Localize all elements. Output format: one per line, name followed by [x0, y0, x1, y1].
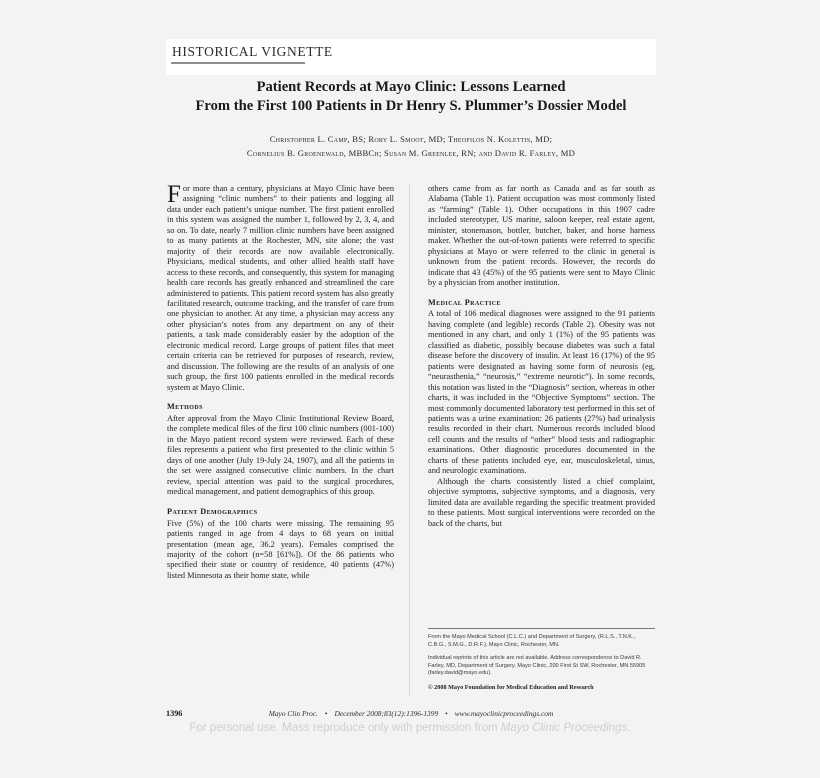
author-line-1: Christopher L. Camp, BS; Rory L. Smoot, MD; Theofilos N. Kolettis, MD;	[269, 134, 553, 144]
demographics-paragraph: Five (5%) of the 100 charts were missing. The remaining 95 patients ranged in age from 4 days to 68 years on initial presentation (mean age, 36.2 years). Females comprised the majority of the cohort (n=58 [61%]). Of the 86 patients who specified their state or country of residence, 40 patients (47%) listed Minnesota as their home state, while	[167, 518, 394, 580]
left-column	[167, 181, 394, 581]
article-type-label: HISTORICAL VIGNETTE	[172, 44, 333, 59]
watermark-text-after: .	[627, 722, 631, 734]
footnote-block	[428, 634, 655, 698]
section-heading-methods: Methods	[167, 402, 203, 412]
footer-citation	[166, 709, 656, 718]
right-column	[428, 184, 655, 529]
page-title	[166, 78, 656, 115]
footnote-affiliation: From the Mayo Medical School (C.L.C.) and Department of Surgery, (R.L.S., T.N.K., C.B.G., S.M.G., D.R.F.), Mayo Clinic, Rochester, MN.	[428, 634, 636, 648]
intro-paragraph-text: or more than a century, physicians at Mayo Clinic have been assigning “clinic numbers” to their patients and logging all data under each patient’s unique number. The first patient enrolled in this system was assigned the number 1, followed by 2, 3, 4, and so on. To date, nearly 7 million clinic numbers have been assigned to as many patients at the Rochester, MN, site alone; the vast majority of their records are now available electronically. Physicians, medical students, and other allied health staff have access to these records, and consequently, this system for managing health care records has greatly enhanced and streamlined the care administered to patients. This patient record system has also greatly facilitated research, outcome tracking, and the transfer of care from one physician to another. At any time, a physician may access any other physician’s notes from any department on any of their patients, a task made considerably easier by the adoption of the electronic medical record. Large groups of patient files that meet certain criteria can be retrieved for purposes of research, review, and discussion. The following are the results of an analysis of one such group, the first 100 patients enrolled in the medical records system at Mayo Clinic.	[167, 184, 394, 392]
author-line-2: Cornelius B. Groenewald, MBBCh; Susan M. Greenlee, RN; and David R. Farley, MD	[246, 147, 576, 158]
medical-practice-paragraph-1: A total of 106 medical diagnoses were assigned to the 91 patients having complete (and legible) records (Table 2). Obesity was not mentioned in any chart, and only 1 (1%) of the 95 patients was classified as diabetic, possibly because diabetes was such a fatal disease before the discovery of insulin. At least 16 (17%) of the 95 patients were designated as having some form of neurosis (eg, “neurasthenia,” “neurosis,” “extreme neurotic”). In some records, this notation was listed in the “Diagnosis” section, whereas in other charts, it was included in the “Objective Symptoms” section. The most commonly documented laboratory test performed in this set of patients was a urine examination: 26 patients (27%) had urinalysis results recorded in their chart. Numerous records included blood cell counts and the results of “other” blood tests and radiographic examinations. Other diagnostic procedures documented in the charts of these patients included eye, ear, musculoskeletal, sinus, and neurologic examinations.	[428, 309, 655, 476]
banner-underline-rule	[171, 62, 305, 64]
footer-separator-2: •	[445, 709, 448, 718]
watermark-text-before: For personal use. Mass reproduce only with permission from	[189, 722, 501, 734]
author-list	[166, 133, 656, 160]
intro-paragraph	[167, 181, 394, 393]
title-line-2: From the First 100 Patients in Dr Henry S. Plummer’s Dossier Model	[195, 97, 627, 114]
column-divider	[409, 184, 410, 696]
footnote-separator-rule	[428, 628, 655, 629]
usage-watermark	[0, 722, 820, 734]
footnote-copyright: © 2008 Mayo Foundation for Medical Education and Research	[428, 683, 594, 691]
footer-page-number: 1396	[166, 709, 183, 718]
section-heading-patient-demographics: Patient Demographics	[167, 506, 258, 516]
footer-separator-1: •	[324, 709, 328, 718]
methods-paragraph: After approval from the Mayo Clinic Institutional Review Board, the complete medical files of the first 100 clinic numbers (001-100) in the Mayo patient record system were reviewed. Each of these files represents a patient who first presented to the clinic within 5 days of one another (July 19-July 24, 1907), and all the patients in the set were assigned consecutive clinic numbers. In the chart review, special attention was paid to the surgical procedures, medical management, and patient demographics of this group.	[167, 414, 394, 497]
footer-website: www.mayoclinicproceedings.com	[454, 709, 554, 718]
watermark-journal-name: Mayo Clinic Proceedings	[500, 722, 628, 734]
drop-cap: F	[167, 181, 181, 208]
footer-journal-name: Mayo Clin Proc.	[268, 709, 318, 718]
section-heading-medical-practice: Medical Practice	[428, 297, 501, 307]
footer-issue: December 2008;83(12):1396-1399	[334, 709, 439, 718]
continuation-paragraph: others came from as far north as Canada and as far south as Alabama (Table 1). Patient occupation was most commonly listed as “farming” (Table 1). Other occupations in this 1907 cadre included stereotyper, US marine, saloon keeper, real estate agent, minister, stonemason, bottler, butcher, baker, and horse harness maker. Whether the out-of-town patients were referred to specific physicians at Mayo or were referred to the clinic in general is unknown from the patient records. However, the records do indicate that 43 (45%) of the 95 patients were sent to Mayo Clinic by a physician from another institution.	[428, 184, 655, 288]
title-line-1: Patient Records at Mayo Clinic: Lessons Learned	[256, 79, 566, 95]
footnote-reprints: Individual reprints of this article are not available. Address correspondence to David R. Farley, MD, Department of Surgery, Mayo Clinic, 200 First St SW, Rochester, MN 55905 (farley.david@mayo.edu).	[428, 655, 646, 677]
medical-practice-paragraph-2: Although the charts consistently listed a chief complaint, objective symptoms, subjective symptoms, and a diagnosis, very limited data are available regarding the specific treatment provided to these patients. Most surgical interventions were recorded on the back of the charts, but	[428, 476, 655, 528]
